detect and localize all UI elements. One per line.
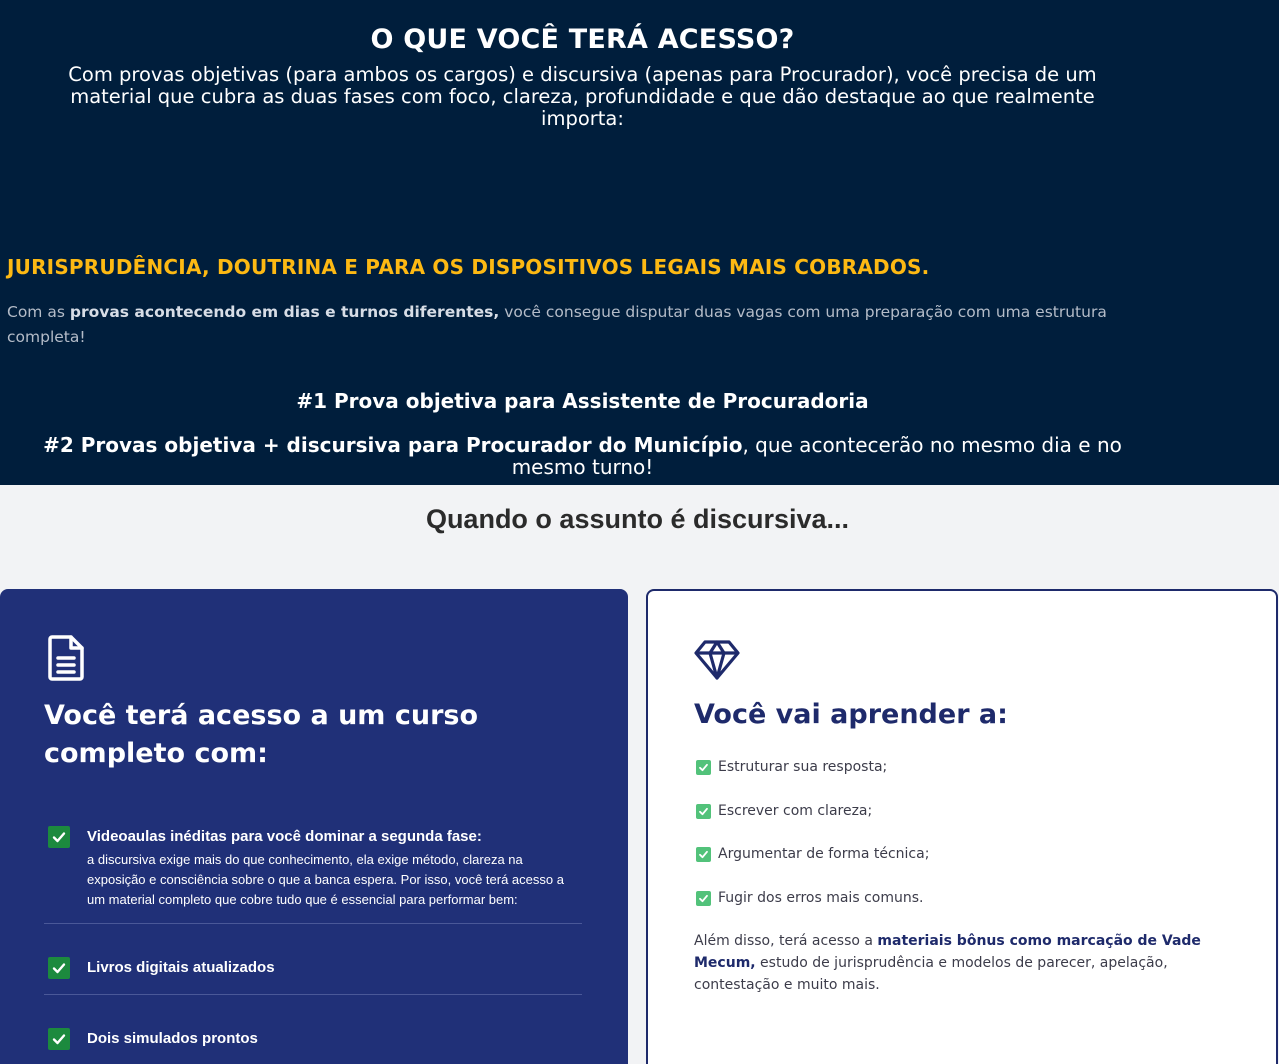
diamond-icon [694, 639, 740, 681]
list-item [696, 890, 1216, 934]
hero-highlight: JURISPRUDÊNCIA, DOUTRINA E PARA OS DISPOSITIVOS LEGAIS MAIS COBRADOS. [7, 255, 930, 279]
feature-title: Videoaulas inéditas para você dominar a segunda fase: [87, 828, 482, 845]
exam-2-rest: , que acontecerão no mesmo dia e no mesmo turno! [511, 433, 1122, 479]
learn-card [646, 589, 1278, 1064]
hero-para-bold: provas acontecendo em dias e turnos diferentes, [69, 303, 500, 321]
check-icon [696, 760, 711, 775]
section-title: Quando o assunto é discursiva... [425, 504, 850, 534]
check-icon [696, 804, 711, 819]
list-item [696, 759, 1216, 803]
check-icon [696, 891, 711, 906]
learn-para-bold: materiais bônus como marcação de Vade Mecum, [694, 933, 1201, 971]
divider [44, 994, 582, 995]
list-item-text: Escrever com clareza; [718, 802, 873, 819]
learn-para-suffix: estudo de jurisprudência e modelos de parecer, apelação, contestação e muito mais. [694, 955, 1168, 993]
list-item [696, 846, 1216, 890]
list-item-text: Estruturar sua resposta; [718, 759, 888, 775]
check-icon [48, 1028, 70, 1050]
list-item-text: Fugir dos erros mais comuns. [718, 889, 924, 906]
check-icon [696, 847, 711, 862]
list-item [696, 803, 1216, 847]
hero-section [0, 0, 1279, 485]
hero-para-suffix: você consegue disputar duas vagas com uma preparação com uma estrutura completa! [7, 303, 1107, 346]
list-item-text: Argumentar de forma técnica; [718, 846, 930, 862]
document-icon [46, 634, 86, 682]
learn-list [696, 759, 1216, 933]
feature-title: Livros digitais atualizados [87, 959, 275, 976]
exam-1-line: #1 Prova objetiva para Assistente de Procuradoria [296, 389, 869, 413]
feature-description: a discursiva exige mais do que conhecimento, ela exige método, clareza na exposição e consciência sobre o que a banca espera. Por isso, você terá acesso a um material completo que cobre tudo que é essencial para performar bem: [87, 852, 564, 907]
learn-para-prefix: Além disso, terá acesso a [694, 933, 878, 949]
learn-card-heading: Você vai aprender a: [694, 699, 1008, 730]
hero-title: O QUE VOCÊ TERÁ ACESSO? [370, 24, 795, 55]
course-card-heading: Você terá acesso a um curso completo com: [44, 700, 479, 769]
divider [44, 923, 582, 924]
check-icon [48, 957, 70, 979]
check-icon [48, 826, 70, 848]
hero-paragraph [7, 300, 1167, 350]
course-card [0, 589, 628, 1064]
feature-title: Dois simulados prontos [87, 1030, 258, 1047]
hero-intro: Com provas objetivas (para ambos os cargos) e discursiva (apenas para Procurador), você precisa de um material que cubra as duas fases com foco, clareza, profundidade e que dão destaque ao que realmente importa: [68, 63, 1097, 130]
exam-2-line [20, 434, 1145, 478]
hero-para-prefix: Com as [7, 303, 70, 321]
learn-card-paragraph [694, 930, 1214, 996]
exam-2-bold: #2 Provas objetiva + discursiva para Procurador do Município [43, 433, 743, 457]
